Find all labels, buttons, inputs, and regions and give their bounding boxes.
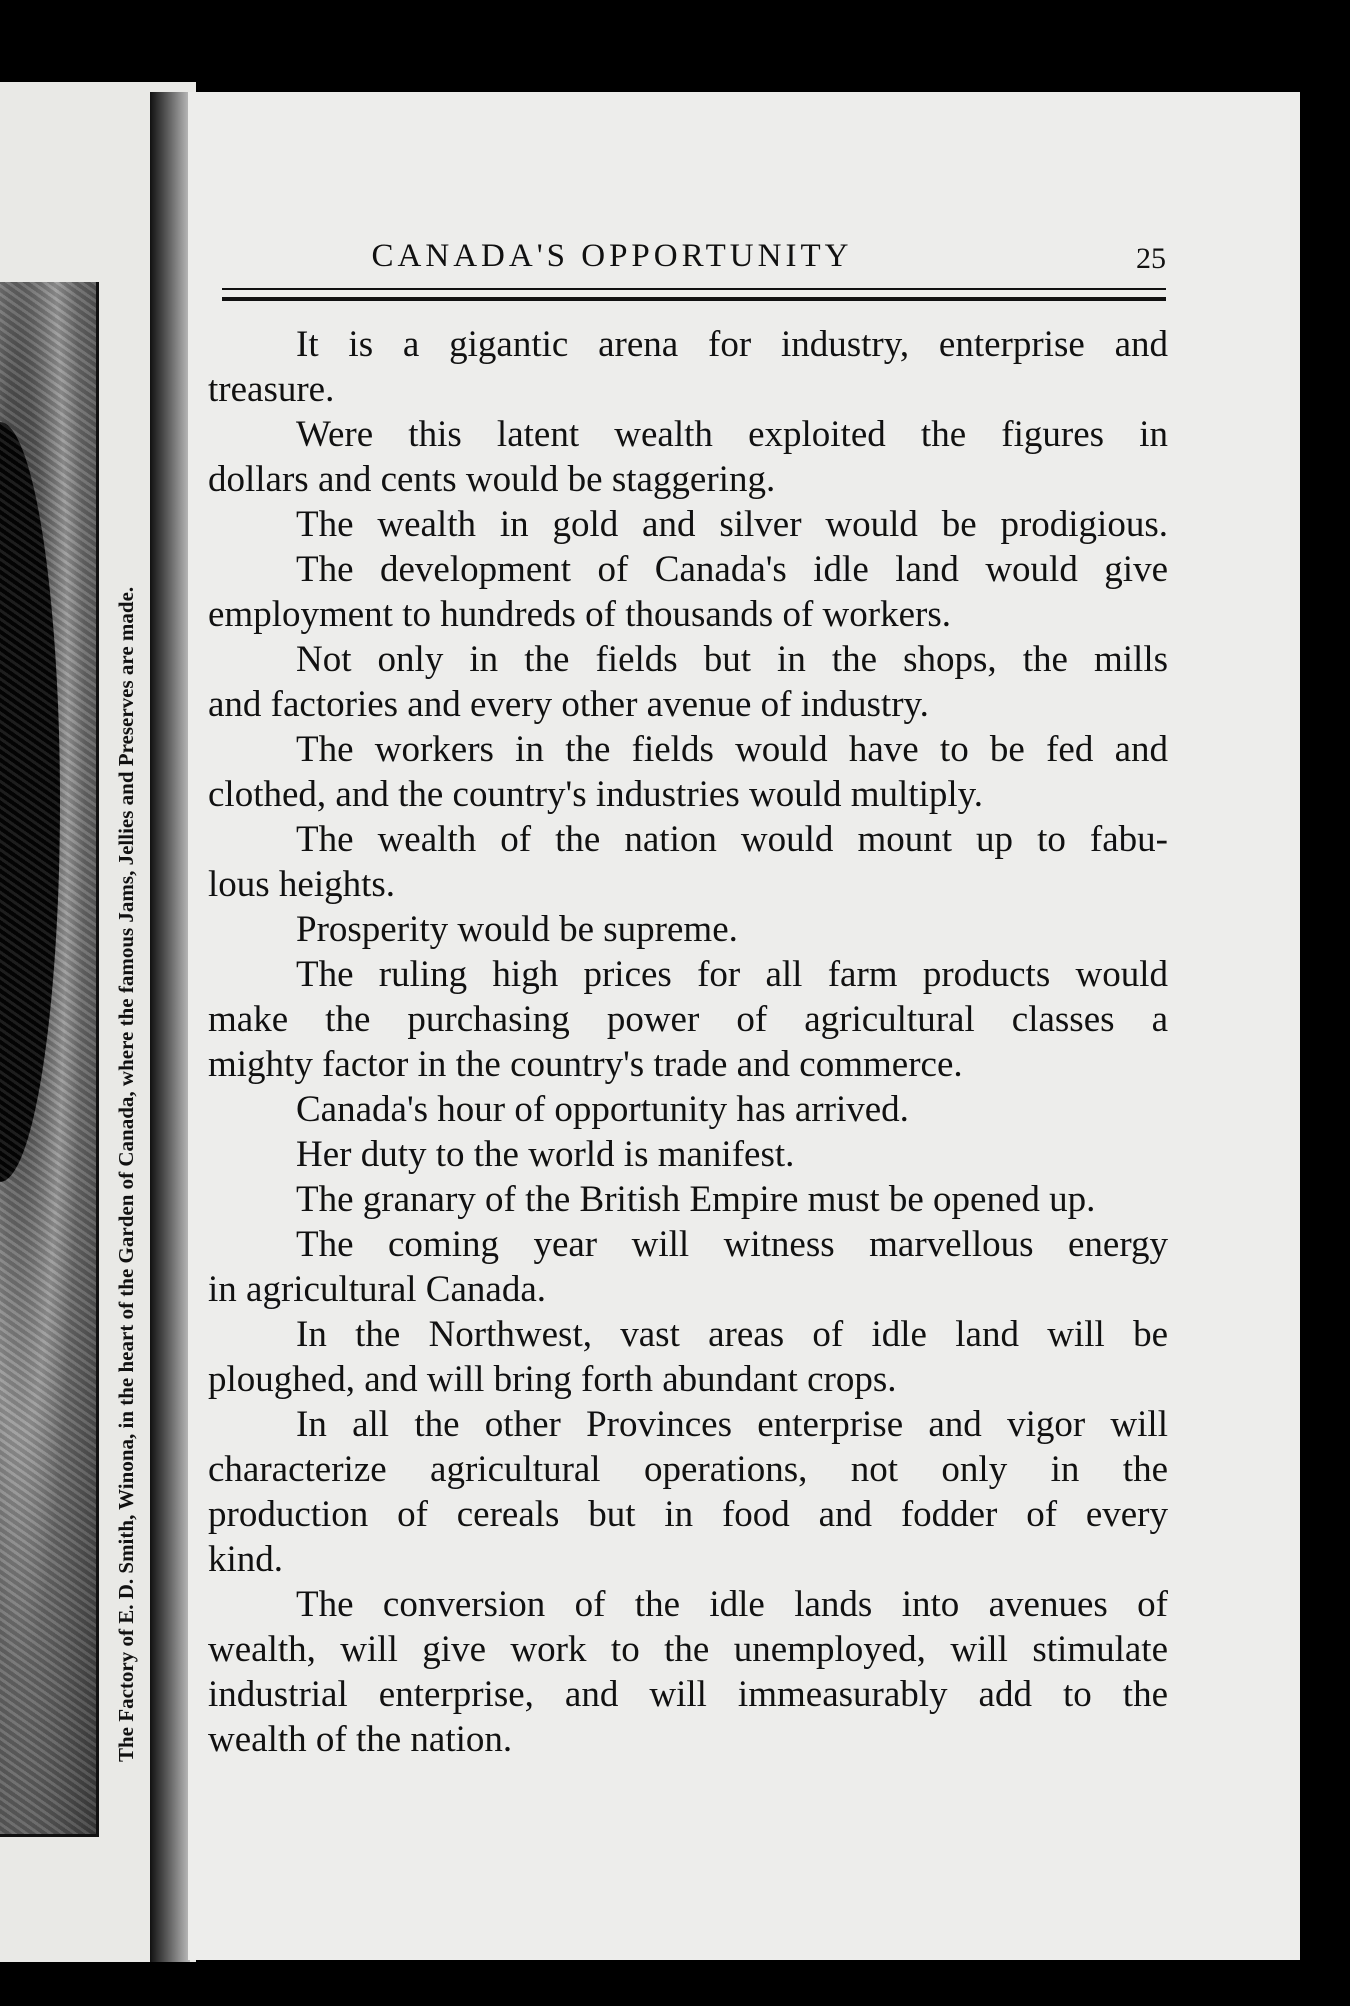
text-line: The wealth of the nation would mount up to fabu- [296,819,1168,860]
text-line: In all the other Provinces enterprise and vigor will [296,1404,1168,1445]
running-head: CANADA'S OPPORTUNITY [371,238,853,274]
text-line: kind. [208,1539,284,1580]
page-header [222,238,1166,292]
text-line: and factories and every other avenue of industry. [208,684,929,725]
text-line: employment to hundreds of thousands of workers. [208,594,951,635]
photo-caption: The Factory of E. D. Smith, Winona, in the heart of the Garden of Canada, where the famous Jams, Jellies and Preserves are made. [114,586,138,1762]
text-line: It is a gigantic arena for industry, enterprise and [296,324,1168,365]
text-line: ploughed, and will bring forth abundant crops. [208,1359,897,1400]
text-line: wealth, will give work to the unemployed, will stimulate [208,1629,1168,1670]
text-line: clothed, and the country's industries would multiply. [208,774,983,815]
text-line: Prosperity would be supreme. [296,909,738,950]
factory-photo [0,282,99,1837]
text-line: Her duty to the world is manifest. [296,1134,795,1175]
text-line: in agricultural Canada. [208,1269,547,1310]
text-line: The ruling high prices for all farm products would [296,954,1168,995]
text-line: Not only in the fields but in the shops, the mills [296,639,1168,680]
text-line: The conversion of the idle lands into avenues of [296,1584,1168,1625]
text-line: wealth of the nation. [208,1719,513,1760]
text-line: The wealth in gold and silver would be prodigious. [296,504,1168,545]
text-line: mighty factor in the country's trade and commerce. [208,1044,963,1085]
header-rule-thick [222,297,1166,301]
text-line: The granary of the British Empire must be opened up. [296,1179,1096,1220]
text-line: The development of Canada's idle land would give [296,549,1168,590]
header-rule-thin [222,288,1166,290]
text-line: treasure. [208,369,335,410]
text-line: lous heights. [208,864,396,905]
text-line: industrial enterprise, and will immeasurably add to the [208,1674,1168,1715]
text-line: Were this latent wealth exploited the figures in [296,414,1168,455]
body-text [208,322,1168,1762]
page-number: 25 [1136,242,1166,275]
text-line: make the purchasing power of agricultural classes a [208,999,1168,1040]
book-gutter [150,92,190,1962]
text-line: The coming year will witness marvellous energy [296,1224,1168,1265]
text-line: production of cereals but in food and fodder of every [208,1494,1168,1535]
text-line: Canada's hour of opportunity has arrived. [296,1089,909,1130]
text-line: characterize agricultural operations, not only in the [208,1449,1168,1490]
text-line: dollars and cents would be staggering. [208,459,776,500]
text-line: In the Northwest, vast areas of idle land will be [296,1314,1168,1355]
text-line: The workers in the fields would have to be fed and [296,729,1168,770]
